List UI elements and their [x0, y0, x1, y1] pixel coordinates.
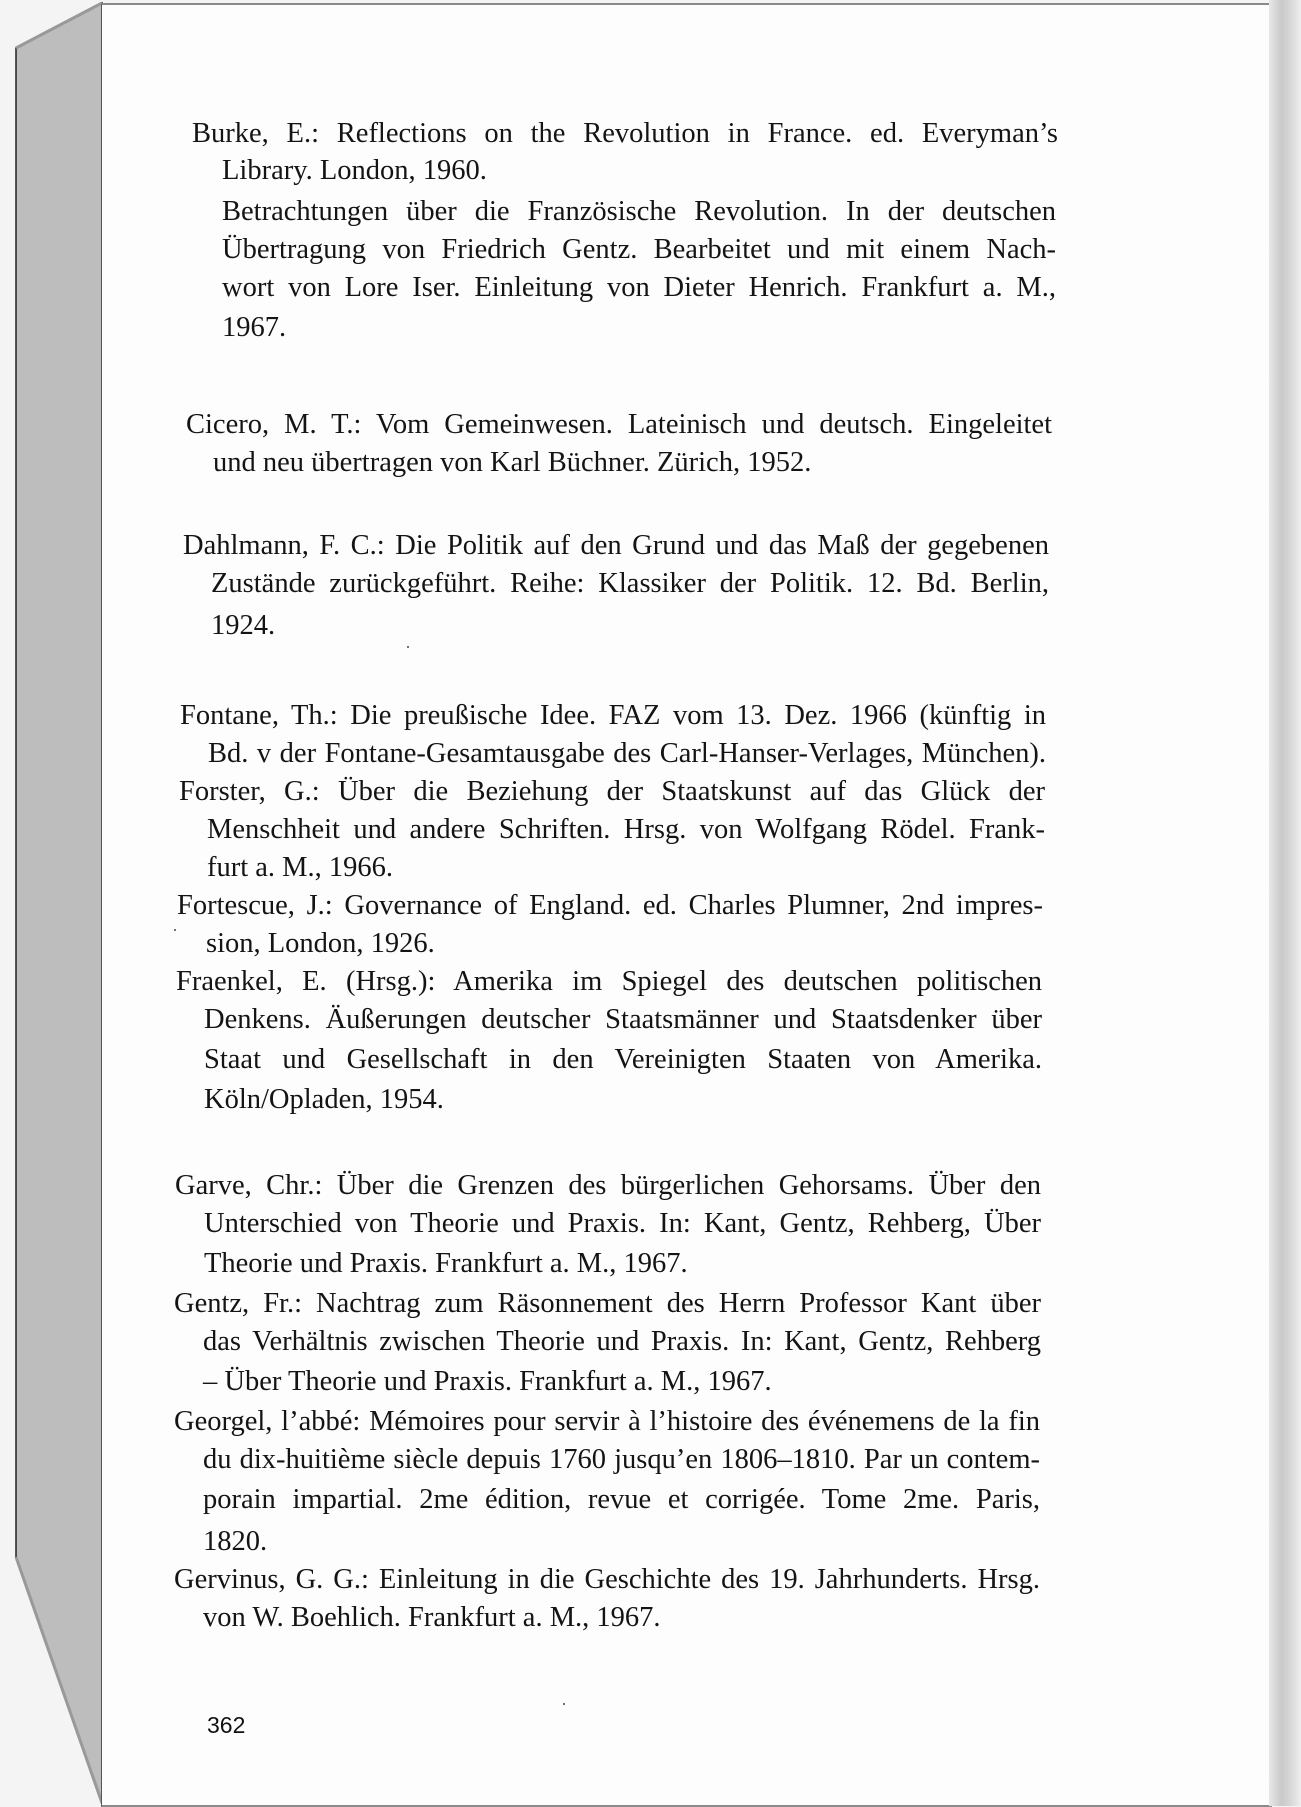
- entry-line: Bd. v der Fontane-Gesamtausgabe des Carl-Hanser-Verlages, München).: [208, 738, 1046, 769]
- entry-line: 1924.: [211, 610, 276, 641]
- entry-line: Library. London, 1960.: [222, 155, 487, 186]
- page-edge-shadow: [1269, 0, 1301, 1806]
- entry-line: und neu übertragen von Karl Büchner. Zürich, 1952.: [213, 447, 812, 478]
- scan-speck: [563, 1703, 565, 1705]
- entry-line: Dahlmann, F. C.: Die Politik auf den Grund und das Maß der gegebenen: [183, 530, 1049, 561]
- entry-line: wort von Lore Iser. Einleitung von Dieter Henrich. Frankfurt a. M.,: [222, 272, 1056, 303]
- entry-line: das Verhältnis zwischen Theorie und Praxis. In: Kant, Gentz, Rehberg: [203, 1326, 1041, 1357]
- entry-line: Theorie und Praxis. Frankfurt a. M., 1967.: [204, 1248, 688, 1279]
- entry-line: Gentz, Fr.: Nachtrag zum Räsonnement des Herrn Professor Kant über: [174, 1288, 1041, 1319]
- entry-line: Menschheit und andere Schriften. Hrsg. von Wolfgang Rödel. Frank-: [207, 814, 1045, 845]
- entry-line: sion, London, 1926.: [206, 928, 435, 959]
- entry-line: Fraenkel, E. (Hrsg.): Amerika im Spiegel des deutschen politischen: [176, 966, 1042, 997]
- entry-line: Garve, Chr.: Über die Grenzen des bürgerlichen Gehorsams. Über den: [175, 1170, 1041, 1201]
- entry-line: Fortescue, J.: Governance of England. ed. Charles Plumner, 2nd impres-: [177, 890, 1043, 921]
- entry-line: Fontane, Th.: Die preußische Idee. FAZ vom 13. Dez. 1966 (künftig in: [180, 700, 1046, 731]
- entry-line: porain impartial. 2me édition, revue et corrigée. Tome 2me. Paris,: [203, 1484, 1040, 1515]
- scan-speck: [407, 646, 409, 648]
- entry-line: – Über Theorie und Praxis. Frankfurt a. M., 1967.: [203, 1366, 772, 1397]
- entry-line: Übertragung von Friedrich Gentz. Bearbeitet und mit einem Nach-: [222, 234, 1056, 265]
- entry-line: 1820.: [203, 1526, 268, 1557]
- scan-speck: [174, 929, 176, 931]
- entry-line: Betrachtungen über die Französische Revolution. In der deutschen: [222, 196, 1056, 227]
- entry-line: Forster, G.: Über die Beziehung der Staatskunst auf das Glück der: [179, 776, 1045, 807]
- entry-line: Georgel, l’abbé: Mémoires pour servir à l’histoire des événemens de la fin: [174, 1406, 1040, 1437]
- entry-line: Staat und Gesellschaft in den Vereinigten Staaten von Amerika.: [204, 1044, 1042, 1075]
- entry-line: Unterschied von Theorie und Praxis. In: Kant, Gentz, Rehberg, Über: [204, 1208, 1041, 1239]
- entry-line: Gervinus, G. G.: Einleitung in die Geschichte des 19. Jahrhunderts. Hrsg.: [174, 1564, 1040, 1595]
- entry-line: 1967.: [222, 312, 287, 343]
- entry-line: Köln/Opladen, 1954.: [204, 1084, 444, 1115]
- entry-line: Denkens. Äußerungen deutscher Staatsmänner und Staatsdenker über: [204, 1004, 1042, 1035]
- entry-line: furt a. M., 1966.: [207, 852, 394, 883]
- entry-line: Burke, E.: Reflections on the Revolution in France. ed. Everyman’s: [192, 118, 1058, 149]
- entry-line: Cicero, M. T.: Vom Gemeinwesen. Lateinisch und deutsch. Eingeleitet: [186, 409, 1052, 440]
- entry-line: Zustände zurückgeführt. Reihe: Klassiker der Politik. 12. Bd. Berlin,: [211, 568, 1049, 599]
- entry-line: von W. Boehlich. Frankfurt a. M., 1967.: [203, 1602, 661, 1633]
- book-spine: [0, 0, 104, 1806]
- entry-line: du dix-huitième siècle depuis 1760 jusqu’en 1806–1810. Par un contem-: [203, 1444, 1040, 1475]
- page-number: 362: [207, 1712, 246, 1738]
